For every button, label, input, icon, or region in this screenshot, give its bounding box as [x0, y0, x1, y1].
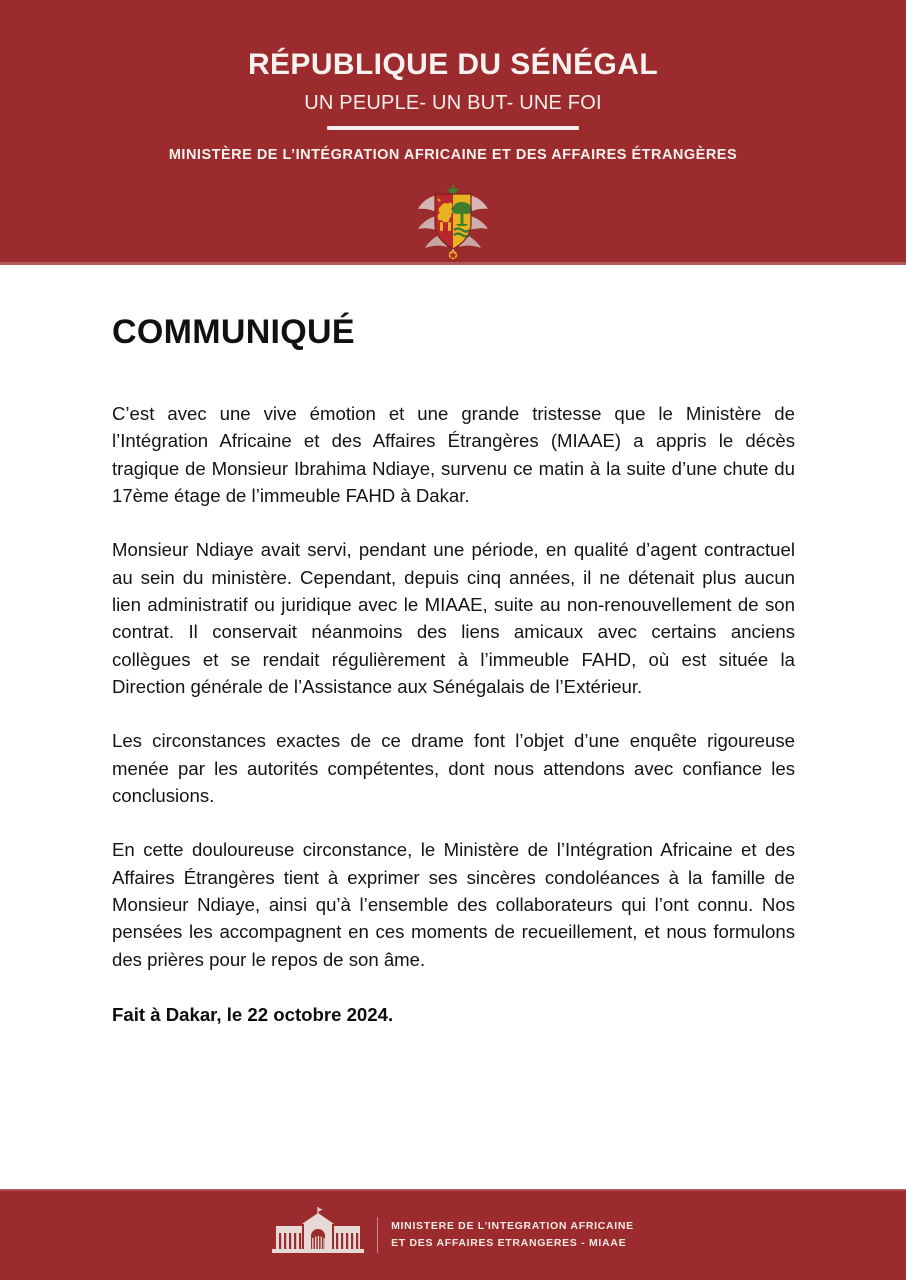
- ministry-title: MINISTÈRE DE L’INTÉGRATION AFRICAINE ET DES AFFAIRES ÉTRANGÈRES: [168, 147, 738, 163]
- document-body: [0, 265, 906, 1189]
- footer-ministry-text: [391, 1220, 634, 1248]
- page-title: COMMUNIQUÉ: [112, 313, 355, 351]
- paragraph: C’est avec une vive émotion et une grande tristesse que le Ministère de l’Intégration Africaine et des Affaires Étrangères (MIAAE) a appris le décès tragique de Monsieur Ibrahima Ndiaye, survenu ce matin à la suite d’une chute du 17ème étage de l’immeuble FAHD à Dakar.: [112, 403, 795, 506]
- communique-content: [0, 352, 906, 1026]
- emblem-container: [0, 178, 906, 265]
- signoff-line: Fait à Dakar, le 22 octobre 2024.: [112, 1003, 394, 1025]
- ministry-building-logo-icon: [272, 1207, 364, 1262]
- paragraph: Les circonstances exactes de ce drame font l’objet d’une enquête rigoureuse menée par les autorités compétentes, dont nous attendons avec confiance les conclusions.: [112, 730, 795, 806]
- footer-line-1: MINISTERE DE L’INTEGRATION AFRICAINE: [391, 1220, 634, 1233]
- republic-title: RÉPUBLIQUE DU SÉNÉGAL: [247, 48, 659, 81]
- document-footer-band: [0, 1189, 906, 1280]
- national-motto: UN PEUPLE- UN BUT- UNE FOI: [304, 92, 602, 114]
- document-header-band: [0, 0, 906, 265]
- footer-inner: [0, 1189, 906, 1280]
- footer-divider: [377, 1217, 378, 1253]
- paragraph: Monsieur Ndiaye avait servi, pendant une période, en qualité d’agent contractuel au sein du ministère. Cependant, depuis cinq années, il ne détenait plus aucun lien administratif ou juridique avec le MIAAE, suite au non-renouvellement de son contrat. Il conservait néanmoins des liens amicaux avec certains anciens collègues et se rendait régulièrement à l’immeuble FAHD, où est située la Direction générale de l’Assistance aux Sénégalais de l’Extérieur.: [112, 539, 795, 697]
- footer-line-2: ET DES AFFAIRES ETRANGERES - MIAAE: [391, 1236, 627, 1249]
- senegal-coat-of-arms-icon: [410, 178, 496, 265]
- paragraph: En cette douloureuse circonstance, le Ministère de l’Intégration Africaine et des Affaires Étrangères tient à exprimer ses sincères condoléances à la famille de Monsieur Ndiaye, ainsi qu’à l’ensemble des collaborateurs qui l’ont connu. Nos pensées les accompagnent en ces moments de recueillement, et nous formulons des prières pour le repos de son âme.: [112, 839, 795, 970]
